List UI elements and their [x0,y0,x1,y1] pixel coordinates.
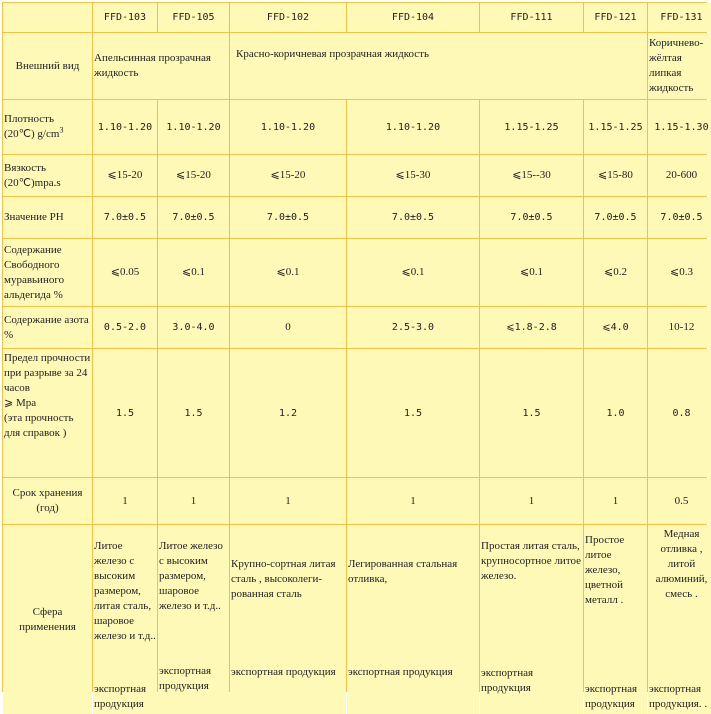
application-ffd-104-export: экспортная продукция [348,666,453,678]
shelf-life-ffd-131: 0.5 [648,478,711,524]
header-ffd-121: FFD-121 [584,3,647,32]
formaldehyde-ffd-121: ⩽0.2 [584,239,647,306]
application-ffd-111 [480,525,583,714]
row-label-application: Сфера применения [3,525,92,714]
specs-table [2,2,709,710]
application-ffd-105-use: Литое железо с высоким размером, шаровое железо и т.д.. [159,540,223,612]
density-ffd-103: 1.10-1.20 [93,100,157,154]
shelf-life-ffd-104: 1 [347,478,479,524]
density-ffd-104: 1.10-1.20 [347,100,479,154]
density-label-unit: (20℃) g/cm [4,128,60,140]
viscosity-ffd-103: ⩽15-20 [93,155,157,196]
application-ffd-103-use: Литое железо с высоким размером, литая сталь, шаровое железо и т.д.. [94,540,156,642]
formaldehyde-ffd-103: ⩽0.05 [93,239,157,306]
application-ffd-102 [230,525,346,714]
formaldehyde-ffd-111: ⩽0.1 [480,239,583,306]
header-ffd-111: FFD-111 [480,3,583,32]
strength-label-line1: Предел прочности при разрыве за 24 часов [4,352,91,394]
ph-ffd-105: 7.0±0.5 [158,197,229,238]
row-label-shelf-life: Срок хранения (год) [3,478,92,524]
application-ffd-131-export: экспортная продукция. . [649,683,708,710]
application-ffd-104-use: Легированная стальная отливка, [348,558,458,585]
formaldehyde-ffd-131: ⩽0.3 [648,239,711,306]
density-label-exponent: 3 [59,125,64,135]
viscosity-label-line1: Вязкость [4,161,47,174]
ph-ffd-121: 7.0±0.5 [584,197,647,238]
shelf-life-ffd-121: 1 [584,478,647,524]
viscosity-label-line2: (20℃)mpa.s [4,176,61,189]
application-ffd-102-use: Крупно-сортная литая сталь , высоколеги-рованная сталь [231,558,336,600]
application-ffd-105 [158,525,229,714]
header-ffd-103: FFD-103 [93,3,157,32]
density-ffd-111: 1.15-1.25 [480,100,583,154]
shelf-life-ffd-102: 1 [230,478,346,524]
row-label-viscosity [3,155,92,196]
strength-label-line3: (эта прочность для справок ) [4,412,74,439]
header-corner-cell [3,3,92,32]
strength-ffd-131: 0.8 [648,349,711,477]
formaldehyde-ffd-104: ⩽0.1 [347,239,479,306]
header-ffd-105: FFD-105 [158,3,229,32]
nitrogen-ffd-104: 2.5-3.0 [347,307,479,348]
header-ffd-102: FFD-102 [230,3,346,32]
density-ffd-131: 1.15-1.30 [648,100,711,154]
viscosity-ffd-102: ⩽15-20 [230,155,346,196]
formaldehyde-ffd-102: ⩽0.1 [230,239,346,306]
appearance-ffd-103-105: Апельсинная прозрачная жидкость [93,33,229,99]
ph-ffd-102: 7.0±0.5 [230,197,346,238]
application-ffd-102-export: экспортная продукция [231,666,336,678]
strength-label-line2: ⩾ Mpa [4,397,37,409]
nitrogen-ffd-131: 10-12 [648,307,711,348]
density-ffd-121: 1.15-1.25 [584,100,647,154]
row-label-appearance: Внешний вид [3,33,92,99]
shelf-life-ffd-105: 1 [158,478,229,524]
viscosity-ffd-121: ⩽15-80 [584,155,647,196]
row-label-ph: Значение PH [3,197,92,238]
shelf-life-ffd-103: 1 [93,478,157,524]
nitrogen-ffd-111: ⩽1.8-2.8 [480,307,583,348]
application-ffd-131 [648,525,711,714]
viscosity-ffd-105: ⩽15-20 [158,155,229,196]
ph-ffd-103: 7.0±0.5 [93,197,157,238]
ph-ffd-111: 7.0±0.5 [480,197,583,238]
nitrogen-ffd-121: ⩽4.0 [584,307,647,348]
shelf-life-ffd-111: 1 [480,478,583,524]
row-label-formaldehyde: Содержание Свободного муравьиного альдегида % [3,239,92,306]
viscosity-ffd-131: 20-600 [648,155,711,196]
application-ffd-111-export: экспортная продукция [481,667,534,694]
strength-ffd-102: 1.2 [230,349,346,477]
formaldehyde-ffd-105: ⩽0.1 [158,239,229,306]
density-ffd-102: 1.10-1.20 [230,100,346,154]
strength-ffd-104: 1.5 [347,349,479,477]
nitrogen-ffd-103: 0.5-2.0 [93,307,157,348]
application-ffd-131-use: Медная отливка , литой алюминий, смесь . [655,528,708,600]
header-ffd-131: FFD-131 [648,3,711,32]
application-ffd-103 [93,525,157,714]
appearance-ffd-131: Коричнево-жёлтая липкая жидкость [648,33,711,99]
row-label-strength [3,349,92,477]
application-ffd-103-export: экспортная продукция [94,683,147,710]
density-label-line1: Плотность [4,113,54,125]
viscosity-ffd-111: ⩽15--30 [480,155,583,196]
application-ffd-104 [347,525,479,714]
ph-ffd-131: 7.0±0.5 [648,197,711,238]
density-ffd-105: 1.10-1.20 [158,100,229,154]
ph-ffd-104: 7.0±0.5 [347,197,479,238]
strength-ffd-105: 1.5 [158,349,229,477]
density-label-line2 [4,127,63,142]
application-ffd-121 [584,525,647,714]
strength-ffd-111: 1.5 [480,349,583,477]
application-ffd-121-use: Простое литое железо, цветной металл . [585,534,625,606]
row-label-density [3,100,92,154]
application-ffd-121-export: экспортная продукция [585,683,638,710]
application-ffd-111-use: Простая литая сталь, крупносортное литое железо. [481,540,581,582]
strength-ffd-121: 1.0 [584,349,647,477]
application-ffd-105-export: экспортная продукция [159,665,212,692]
header-ffd-104: FFD-104 [347,3,479,32]
row-label-nitrogen: Содержание азота % [3,307,92,348]
strength-ffd-103: 1.5 [93,349,157,477]
viscosity-ffd-104: ⩽15-30 [347,155,479,196]
nitrogen-ffd-102: 0 [230,307,346,348]
appearance-ffd-102-121: Красно-коричневая прозрачная жидкость [230,33,647,99]
nitrogen-ffd-105: 3.0-4.0 [158,307,229,348]
